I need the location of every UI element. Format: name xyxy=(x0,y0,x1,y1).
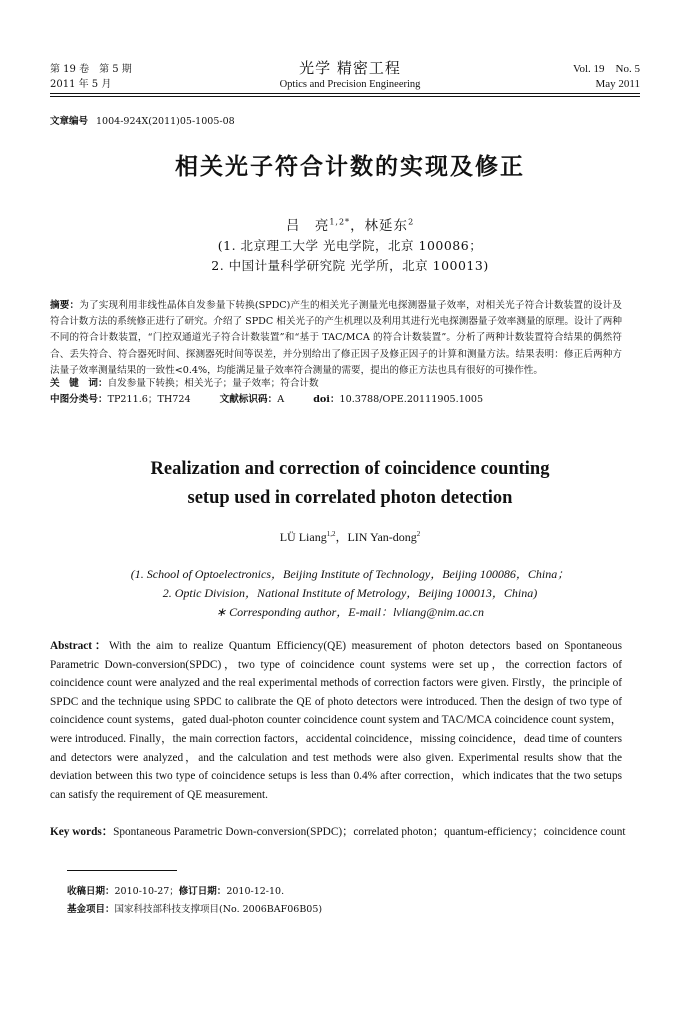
author-2-cn-sup: 2 xyxy=(408,217,415,227)
classification-line xyxy=(50,391,509,405)
footnote-rule xyxy=(67,870,177,871)
header-volume-en xyxy=(573,62,640,92)
fund-text: 国家科技部科技支撑项目(No. 2006BAF06B05) xyxy=(114,904,323,915)
clc-value: TP211.6；TH724 xyxy=(107,394,191,405)
abstract-en xyxy=(50,637,622,804)
keywords-en-text: Spontaneous Parametric Down-conversion(SPDC)；correlated photon；quantum-efficiency；coincidence count xyxy=(113,826,626,838)
received-date: 2010-10-27； xyxy=(114,886,179,897)
header-rule-thick xyxy=(50,93,640,94)
clc-field xyxy=(50,394,191,405)
article-number-label: 文章编号 xyxy=(50,116,89,127)
revised-date: 2010-12-10. xyxy=(226,886,285,897)
authors-cn xyxy=(0,214,700,234)
header-rule-thin xyxy=(50,96,640,97)
footnote-dates xyxy=(67,883,284,897)
title-en-line-2: setup used in correlated photon detection xyxy=(187,488,513,508)
affiliation-en-2: 2. Optic Division，National Institute of Metrology，Beijing 100013，China) xyxy=(162,586,538,600)
author-1-en: LÜ Liang xyxy=(279,530,327,544)
doc-code-field xyxy=(220,394,285,405)
keywords-en-label: Key words： xyxy=(50,826,114,838)
article-number-value: 1004-924X(2011)05-1005-08 xyxy=(96,116,235,127)
affiliation-cn-1: (1. 北京理工大学 光电学院，北京 100086； xyxy=(217,238,483,253)
doi-label: doi： xyxy=(313,394,340,405)
affiliation-en-1: (1. School of Optoelectronics，Beijing Institute of Technology，Beijing 100086，China； xyxy=(130,567,570,581)
abstract-cn-text: 为了实现利用非线性晶体自发参量下转换(SPDC)产生的相关光子测量光电探测器量子效率，对相关光子符合计数装置的设计及符合计数方法的系统修正进行了研究。介绍了 SPDC 相关光子的产生机理以及利用其进行光电探测器量子效率测量的原理。设计了两种不同的符合计数装置，“门控双通道光子符合计数装置”和“基于 TAC/MCA 的符合计数装置”。分析了两种计数装置符合结果的偶然符合、丢失符合、符合器死时间、探测器死时间等误差，并分别给出了修正因子及修正因子的计算和测量方法。结果表明：修正后两种方法量子效率测量结果的一致性<0.4%，均能满足量子效率符合测量的需要，提出的修正方法也具有很好的可操作性。 xyxy=(50,300,623,376)
affiliations-cn xyxy=(0,236,700,276)
revised-label: 修订日期： xyxy=(178,886,227,897)
header-volume-cn xyxy=(50,62,132,92)
abstract-en-label: Abstract： xyxy=(50,640,109,652)
volume-issue-cn: 第 19 卷 第 5 期 xyxy=(50,64,132,75)
abstract-en-text: With the aim to realize Quantum Efficiency(QE) measurement of photon detectors based on Spontaneous Parametric Down-conversion(SPDC)，two type of coincidence count systems were set up，the correction factors of coincidence count were analyzed and the real experimental methods of correction factors were given. Firstly，the principle of SPDC and the technique using SPDC to calibrate the QE of photo detectors were introduced. Then the design of two type of coincidence count systems，gated dual-photon counter coincidence count system and TAC/MCA coincidence count system，were introduced. Finally，the main correction factors，accidental coincidence，missing coincidence，dead time of counters and detectors were analyzed，and the calculation and test methods were also given. Experimental results show that the deviation between this two type of coincidence setups is less than 0.4% after correction，which indicates that the two setups can satisfy the requirement of QE measurement. xyxy=(50,640,623,801)
keywords-cn xyxy=(50,375,319,389)
authors-en xyxy=(0,528,700,545)
journal-name-en: Optics and Precision Engineering xyxy=(279,79,421,90)
doc-code-value: A xyxy=(277,394,285,405)
footnote-fund xyxy=(67,901,322,915)
fund-label: 基金项目： xyxy=(67,904,115,915)
date-cn: 2011 年 5 月 xyxy=(50,79,112,90)
title-en xyxy=(0,455,700,513)
title-en-line-1: Realization and correction of coincidence counting xyxy=(150,459,550,479)
author-1-cn: 吕 亮 xyxy=(285,218,330,234)
author-2-en: ，LIN Yan-dong xyxy=(335,530,417,544)
article-number xyxy=(50,113,235,127)
abstract-cn xyxy=(50,298,622,379)
keywords-en xyxy=(50,824,688,841)
volume-issue-en: Vol. 19 No. 5 xyxy=(572,63,640,75)
title-cn: 相关光子符合计数的实现及修正 xyxy=(175,153,525,180)
affiliations-en xyxy=(0,565,700,622)
keywords-cn-text: 自发参量下转换；相关光子；量子效率；符合计数 xyxy=(107,378,319,389)
corresponding-author: ∗ Corresponding author，E-mail：lvliang@nim.ac.cn xyxy=(216,605,484,619)
keywords-cn-label: 关 键 词： xyxy=(50,378,108,389)
doi-field xyxy=(313,394,483,405)
author-2-cn: ，林延东 xyxy=(350,218,409,234)
received-label: 收稿日期： xyxy=(67,886,115,897)
doc-code-label: 文献标识码： xyxy=(219,394,278,405)
author-2-en-sup: 2 xyxy=(416,530,421,538)
affiliation-cn-2: 2. 中国计量科学研究院 光学所，北京 100013) xyxy=(211,258,489,273)
abstract-cn-label: 摘要： xyxy=(50,300,80,311)
header-journal xyxy=(200,57,500,90)
author-1-cn-sup: 1,2* xyxy=(329,217,351,227)
journal-name-cn: 光学 精密工程 xyxy=(299,59,401,77)
author-1-en-sup: 1,2 xyxy=(326,530,336,538)
date-en: May 2011 xyxy=(595,78,640,90)
doi-value: 10.3788/OPE.20111905.1005 xyxy=(339,394,484,405)
clc-label: 中图分类号： xyxy=(50,394,108,405)
